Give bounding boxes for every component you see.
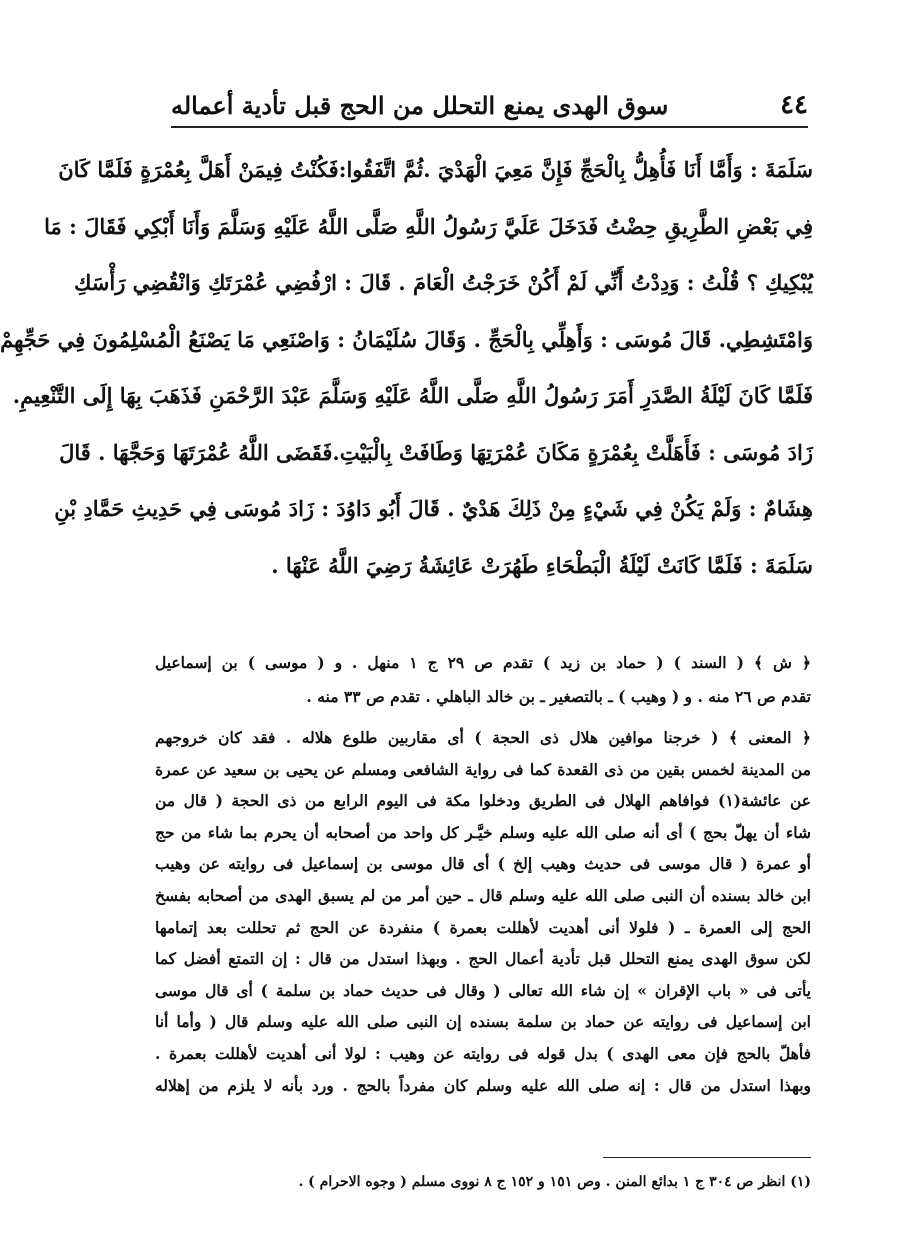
commentary-line: من المدينة لخمس بقين من ذى القعدة كما فى رواية الشافعى ومسلم عن يحيى بن سعيد عن عمرة xyxy=(155,759,811,779)
commentary-line: الحج إلى العمرة ـ ( فلولا أنى أهديت لأهللت بعمرة ) منفردة عن الحج ثم تحللت بعد إتمامها xyxy=(155,917,811,937)
hadith-line: سَلَمَةَ : فَلَمَّا كَانَتْ لَيْلَةُ الْبَطْحَاءِ طَهُرَتْ عَائِشَةُ رَضِيَ اللَّهُ عَنْهَا . xyxy=(271,552,813,578)
commentary-line: لكن سوق الهدى يمنع التحلل قبل تأدية أعمال الحج . وبهذا استدل من قال : إن التمتع أفضل كما xyxy=(155,949,811,969)
commentary-line: يأتى فى « باب الإقران » إن شاء الله تعالى ( وقال فى حديث حماد بن سلمة ) أى قال موسى xyxy=(155,980,811,1000)
hadith-line: سَلَمَةَ : وَأَمَّا أَنَا فَأُهِلُّ بِالْحَجِّ فَإِنَّ مَعِيَ الْهَدْيَ .ثُمَّ اتَّفَقُوا:فَكُنْتُ فِيمَنْ أَهَلَّ بِعُمْرَةٍ فَلَمَّا كَانَ xyxy=(58,157,813,182)
commentary-line: شاء أن يهلّ بحج ) أى أنه صلى الله عليه وسلم خيَّـر كل واحد من أصحابه أن يحرم بما شاء من حج xyxy=(155,822,811,842)
page-number: ٤٤ xyxy=(780,90,808,120)
commentary-line: تقدم ص ٢٦ منه . و ( وهيب ) ـ بالتصغير ـ بن خالد الباهلي . تقدم ص ٣٣ منه . xyxy=(306,687,811,706)
running-title: سوق الهدى يمنع التحلل من الحج قبل تأدية أعماله xyxy=(171,91,669,120)
hadith-line: فِي بَعْضِ الطَّرِيقِ حِضْتُ فَدَخَلَ عَلَيَّ رَسُولُ اللَّهِ صَلَّى اللَّهُ عَلَيْهِ وَسَلَّمَ وَأَنَا أَبْكِي فَقَالَ : مَا xyxy=(44,213,813,239)
commentary-line: عن عائشة(١) فوافاهم الهلال فى الطريق ودخلوا مكة فى اليوم الرابع من ذى الحجة ( قال من xyxy=(155,791,811,811)
page-header xyxy=(171,78,808,126)
commentary-line: فأهلّ بالحج فإن معى الهدى ) بدل قوله فى روايته عن وهيب : لولا أنى أهديت لأهللت بعمرة . xyxy=(155,1043,811,1063)
hadith-text xyxy=(0,142,813,594)
commentary-line: وبهذا استدل من قال : إنه صلى الله عليه وسلم كان مفرداً بالحج . ورد بأنه لا يلزم من إهلاله xyxy=(155,1075,811,1095)
footnote: (١) انظر ص ٣٠٤ ج ١ بدائع المنن . وص ١٥١ و ١٥٢ ج ٨ نووى مسلم ( وجوه الاحرام ) . xyxy=(298,1174,811,1190)
hadith-line: وَامْتَشِطِي. قَالَ مُوسَى : وَأَهِلِّي بِالْحَجِّ . وَقَالَ سُلَيْمَانُ : وَاصْنَعِي مَا يَصْنَعُ الْمُسْلِمُونَ فِي حَجِّهِمْ xyxy=(0,326,813,352)
commentary-line: أو عمرة ( قال موسى فى حديث وهيب إلخ ) أى قال موسى بن إسماعيل فى روايته عن وهيب xyxy=(155,854,811,874)
commentary-line: ابن إسماعيل فى روايته عن حماد بن سلمة بسنده إن النبى صلى الله عليه وسلم قال ( وأما أنا xyxy=(155,1012,811,1032)
hadith-line: هِشَامٌ : وَلَمْ يَكُنْ فِي شَيْءٍ مِنْ ذَلِكَ هَدْيٌ . قَالَ أَبُو دَاوُدَ : زَادَ مُوسَى فِي حَدِيثِ حَمَّادِ بْنِ xyxy=(54,496,813,521)
meaning-commentary xyxy=(155,722,811,1101)
hadith-line: زَادَ مُوسَى : فَأَهَلَّتْ بِعُمْرَةٍ مَكَانَ عُمْرَتِهَا وَطَافَتْ بِالْبَيْتِ.فَقَضَى اللَّهُ عُمْرَتَهَا وَحَجَّهَا . قَالَ xyxy=(59,439,813,465)
header-rule xyxy=(171,126,808,128)
footnote-rule xyxy=(603,1157,811,1158)
commentary-line: ابن خالد بسنده أن النبى صلى الله عليه وسلم قال ـ حين أمر من لم يسبق الهدى من أصحابه بفسخ xyxy=(155,885,811,905)
commentary-line: ﴿ ش ﴾ ( السند ) ( حماد بن زيد ) تقدم ص ٢٩ ج ١ منهل . و ( موسى ) بن إسماعيل xyxy=(155,653,811,672)
hadith-line: يُبْكِيكِ ؟ قُلْتُ : وَدِدْتُ أَنِّي لَمْ أَكُنْ خَرَجْتُ الْعَامَ . قَالَ : ارْفُضِي عُمْرَتَكِ وَانْقُضِي رَأْسَكِ xyxy=(74,270,813,295)
hadith-line: فَلَمَّا كَانَ لَيْلَةُ الصَّدَرِ أَمَرَ رَسُولُ اللَّهِ صَلَّى اللَّهُ عَلَيْهِ وَسَلَّمَ عَبْدَ الرَّحْمَنِ فَذَهَبَ بِهَا إِلَى التَّنْعِيمِ. xyxy=(12,383,813,408)
sanad-commentary xyxy=(155,646,811,714)
commentary-line: ﴿ المعنى ﴾ ( خرجنا موافين هلال ذى الحجة ) أى مقاربين طلوع هلاله . فقد كان خروجهم xyxy=(155,728,811,747)
